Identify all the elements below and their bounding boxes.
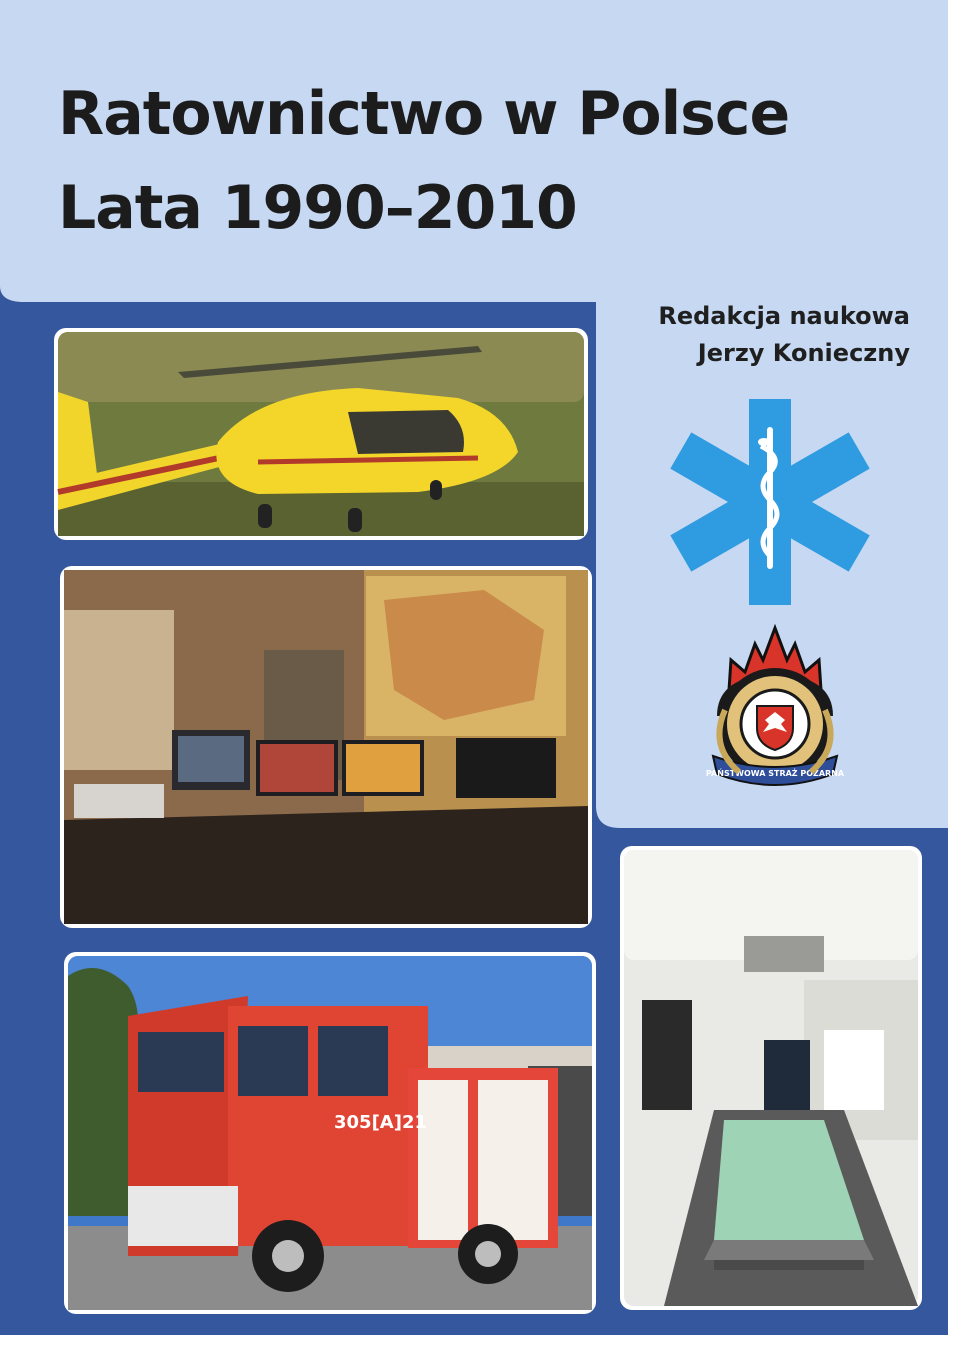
photo-ambulance-interior xyxy=(620,846,922,1310)
book-title-line-2: Lata 1990–2010 xyxy=(58,173,577,243)
editor-label: Redakcja naukowa xyxy=(658,302,910,330)
emblem-ribbon-text: PAŃSTWOWA STRAŻ POŻARNA xyxy=(705,769,845,778)
truck-number: 305[A]21 xyxy=(334,1112,428,1133)
photo-dispatch-room xyxy=(60,566,592,928)
editor-name: Jerzy Konieczny xyxy=(697,339,910,367)
photo-helicopter xyxy=(54,328,588,540)
photo-fire-truck xyxy=(64,952,596,1314)
book-title-line-1: Ratownictwo w Polsce xyxy=(58,79,790,149)
